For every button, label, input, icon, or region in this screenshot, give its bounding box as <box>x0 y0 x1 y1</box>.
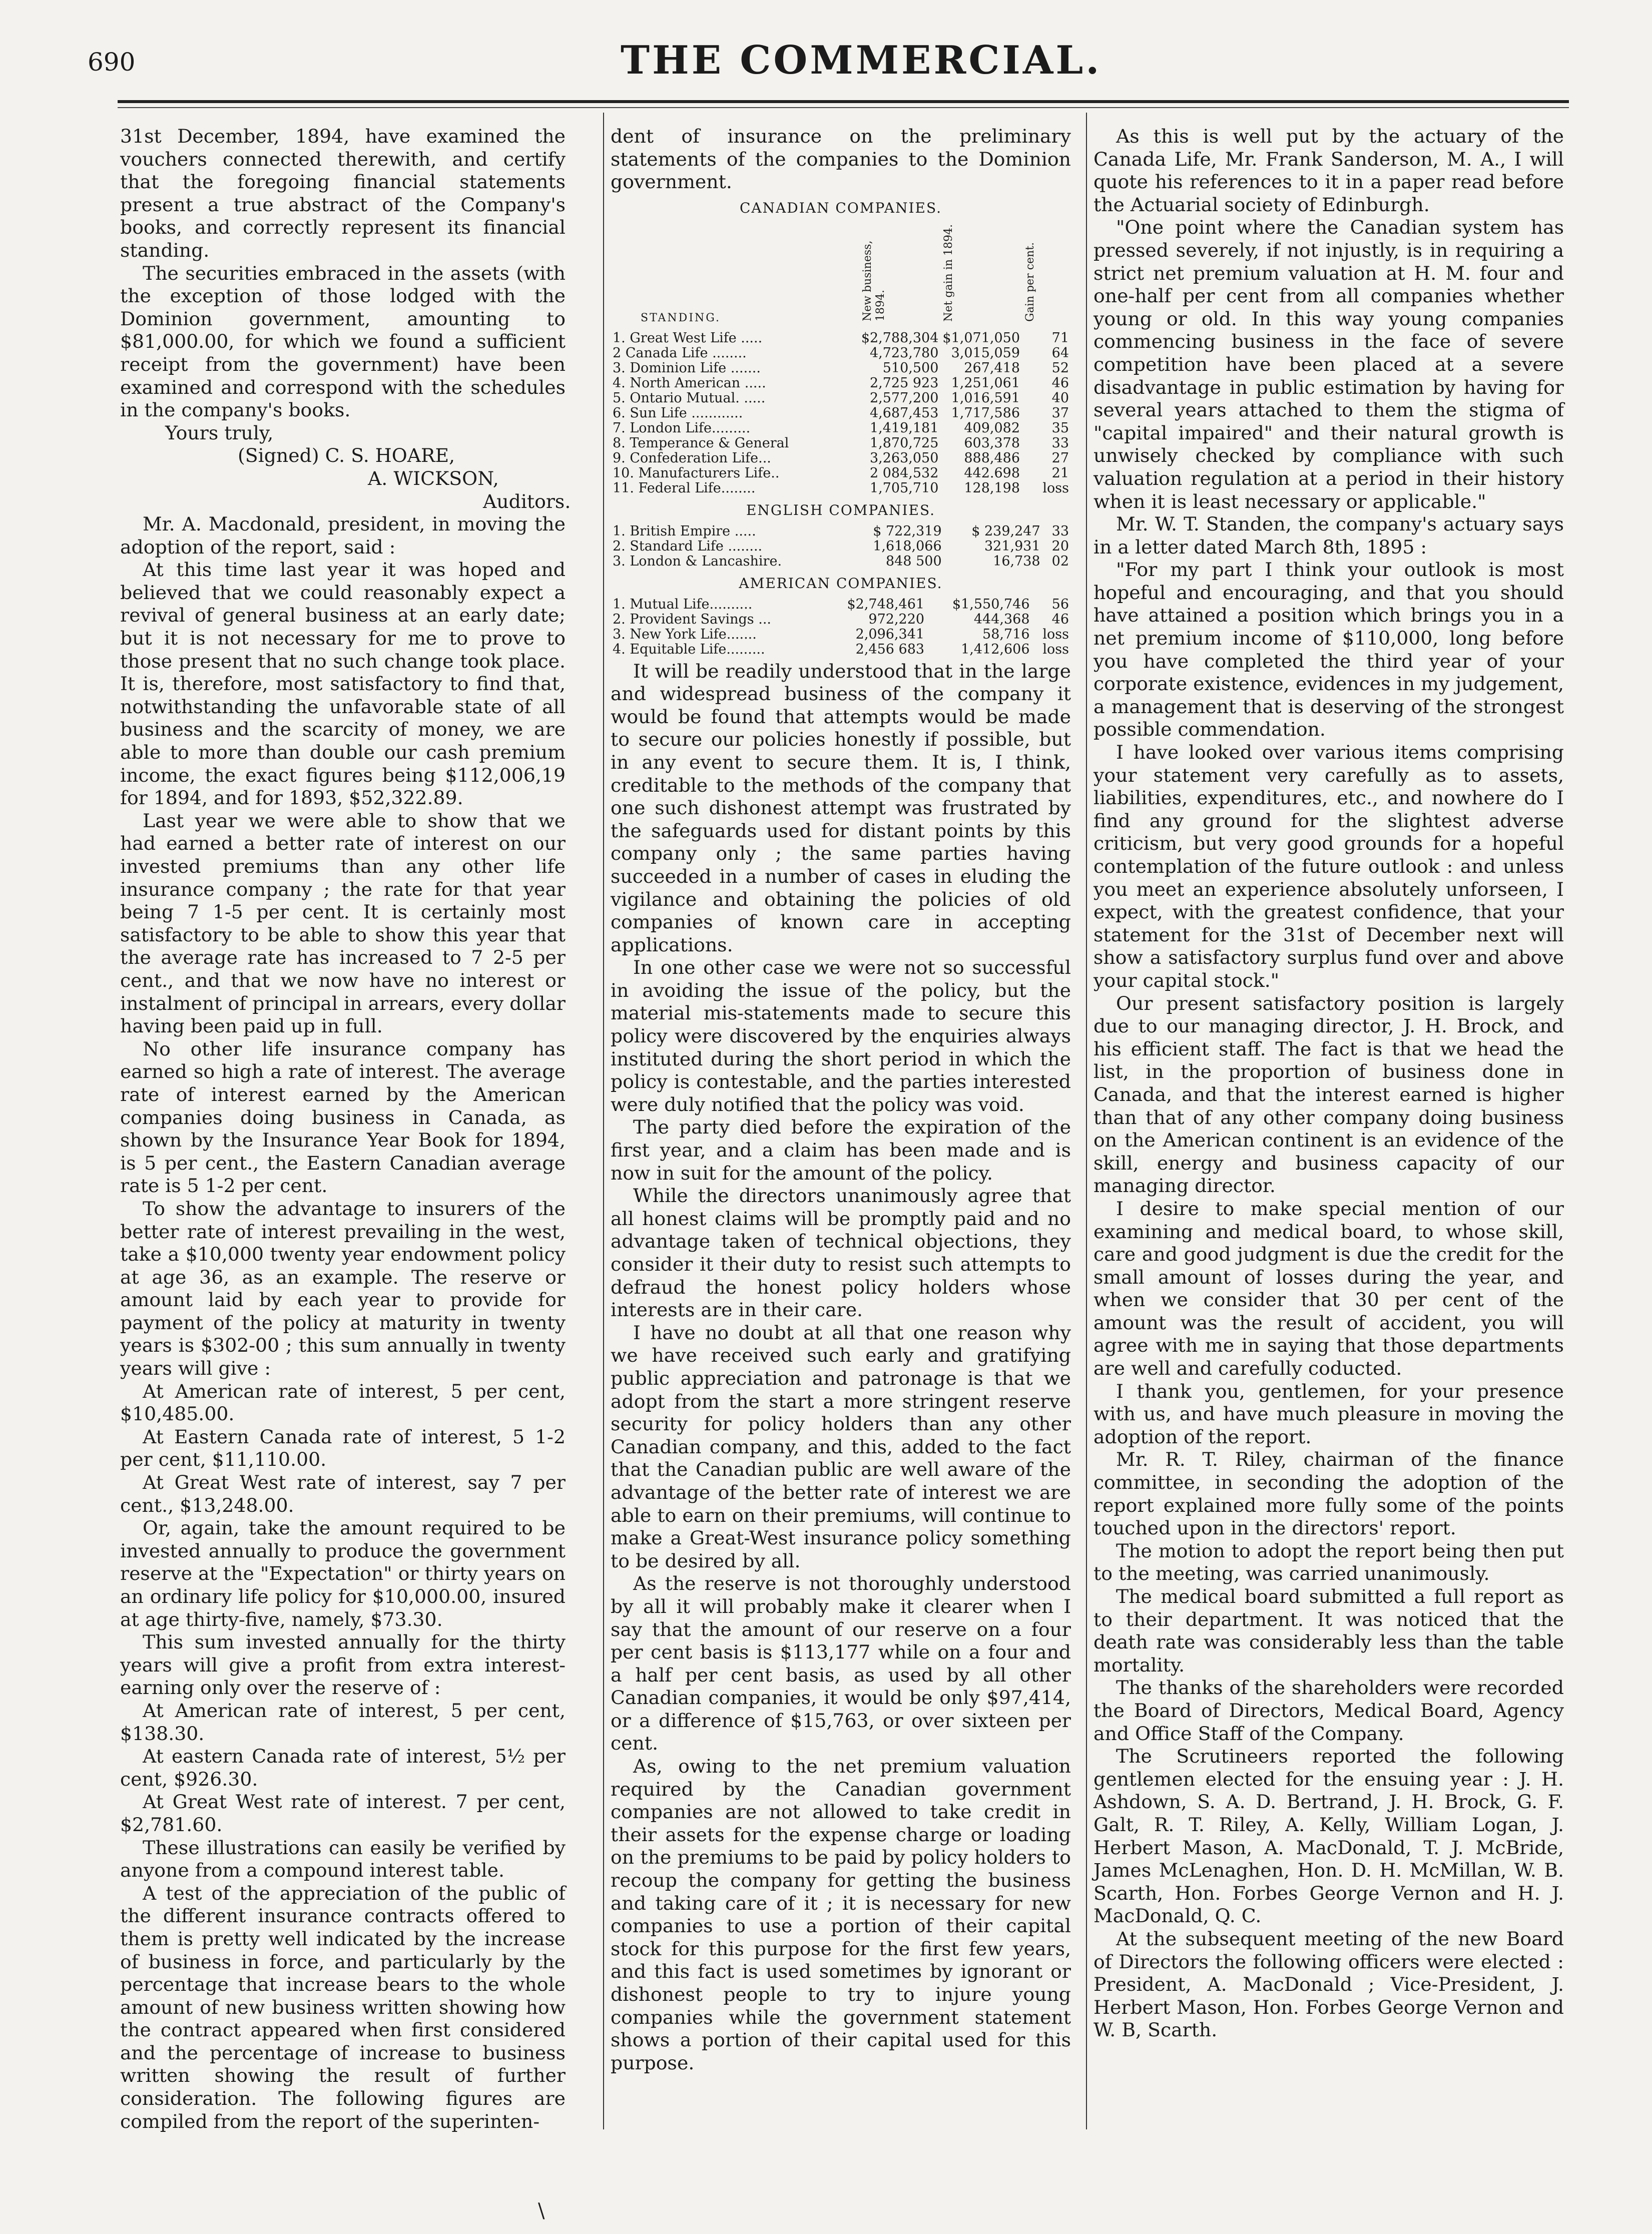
paragraph: To show the advantage to insurers of the better rate of interest prevailing in the west, take a $10,000 twenty year endowment policy at age 36, as an example. The reserve or amount laid by each year to provide for payment of the policy at maturity in twenty years is $302-00 ; this sum annually in twenty years will give : <box>120 1197 566 1380</box>
company-name: 2. Provident Savings ... <box>613 611 771 627</box>
company-name: 3. London & Lancashire. <box>613 553 782 569</box>
gain-percent: 46 <box>1051 375 1069 391</box>
new-business: 1,618,066 <box>873 538 942 554</box>
paragraph: Mr. R. T. Riley, chairman of the finance committee, in seconding the adoption of the report explained more fully some of the points touched upon in the directors' report. <box>1093 1448 1564 1539</box>
company-name: 2 Canada Life ........ <box>613 345 747 361</box>
table-title-canadian: CANADIAN COMPANIES. <box>739 199 942 216</box>
table-row <box>611 406 1071 421</box>
table-row <box>611 391 1071 406</box>
new-business: $2,788,304 <box>861 330 939 346</box>
paragraph: Or, again, take the amount required to be invested annually to produce the government reserve at the "Expectation" or thirty years on an ordinary life policy for $10,000.00, insured at age thirty-five, namely, $73.30. <box>120 1517 566 1630</box>
paragraph: "For my part I think your outlook is most hopeful and encouraging, and that you should have attained a position which brings you in a net premium income of $110,000, long before you have completed the third year of your corporate existence, evidences in my judgement, a management that is deserving of the strongest possible commendation. <box>1093 558 1564 741</box>
net-gain: 16,738 <box>993 553 1040 569</box>
paragraph: At American rate of interest, 5 per cent, $138.30. <box>120 1699 566 1745</box>
gain-percent: loss <box>1042 641 1069 657</box>
company-name: 2. Standard Life ........ <box>613 538 763 554</box>
paragraph: The party died before the expiration of the first year, and a claim has been made and is now in suit for the amount of the policy. <box>611 1116 1071 1184</box>
gain-percent: 40 <box>1051 390 1069 406</box>
paragraph: A test of the appreciation of the public of the different insurance contracts offered to them is pretty well indicated by the increase of business in force, and particularly by the percentage that increase bears to the whole amount of new business written showing how the contract appeared when first considered and the percentage of increase to business written showing the result of further consideration. The following figures are compiled from the report of the superinten- <box>120 1882 566 2132</box>
company-name: 3. Dominion Life ....... <box>613 360 761 376</box>
company-name: 4. North American ..... <box>613 375 766 391</box>
gain-percent: 21 <box>1051 465 1069 481</box>
column-3 <box>1093 125 1564 2042</box>
net-gain: 409,082 <box>964 420 1020 436</box>
net-gain: 1,412,606 <box>961 641 1030 657</box>
new-business: 972,220 <box>868 611 925 627</box>
new-business: 2,577,200 <box>869 390 939 406</box>
paragraph: These illustrations can easily be verified by anyone from a compound interest table. <box>120 1836 566 1882</box>
net-gain: 444,368 <box>973 611 1030 627</box>
column-1 <box>120 125 571 2133</box>
paragraph: At eastern Canada rate of interest, 5½ per cent, $926.30. <box>120 1745 566 1790</box>
net-gain: 1,251,061 <box>951 375 1020 391</box>
company-name: 8. Temperance & General <box>613 435 789 451</box>
paragraph: Last year we were able to show that we had earned a better rate of interest on our invested premiums than any other life insurance company ; the rate for that year being 7 1-5 per cent. It is certainly most satisfactory to be able to show this year that the average rate has increased to 7 2-5 per cent., and that we now have no interest or instalment of principal in arrears, every dollar having been paid up in full. <box>120 809 566 1037</box>
paragraph: At Great West rate of interest, say 7 per cent., $13,248.00. <box>120 1471 566 1516</box>
column-2 <box>611 125 1071 2074</box>
header-standing: STANDING. <box>641 312 721 325</box>
gain-percent: 33 <box>1051 435 1069 451</box>
gain-percent: 71 <box>1051 330 1069 346</box>
new-business: 1,705,710 <box>869 480 939 496</box>
table-row <box>611 627 1071 642</box>
net-gain: 3,015,059 <box>951 345 1020 361</box>
paragraph: As this is well put by the actuary of the Canada Life, Mr. Frank Sanderson, M. A., I will quote his references to it in a paper read before the Actuarial society of Edinburgh. <box>1093 125 1564 216</box>
new-business: $ 722,319 <box>873 523 942 539</box>
american-companies-table <box>611 597 1071 657</box>
signature-line: Yours truly, <box>165 421 274 444</box>
gain-percent: 37 <box>1051 405 1069 421</box>
table-row <box>611 597 1071 612</box>
company-name: 5. Ontario Mutual. ..... <box>613 390 766 406</box>
paragraph: I have no doubt at all that one reason why we have received such early and gratifying public appreciation and patronage is that we adopt from the start a more stringent reserve security for policy holders than any other Canadian company, and this, added to the fact that the Canadian public are well aware of the advantage of the better rate of interest we are able to earn on their premiums, will continue to make a Great-West insurance policy something to be desired by all. <box>611 1321 1071 1572</box>
page-number: 690 <box>88 48 136 77</box>
table-row <box>611 361 1071 376</box>
paragraph: No other life insurance company has earned so high a rate of interest. The average rate of interest earned by the American companies doing business in Canada, as shown by the Insurance Year Book for 1894, is 5 per cent., the Eastern Canadian average rate is 5 1-2 per cent. <box>120 1037 566 1197</box>
paragraph: At this time last year it was hoped and believed that we could reasonably expect a revival of general business at an early date; but it is not necessary for me to prove to those present that no such change took place. It is, therefore, most satisfactory to find that, notwithstanding the unfavorable state of all business and the scarcity of money, we are able to more than double our cash premium income, the exact figures being $112,006,19 for 1894, and for 1893, $52,322.89. <box>120 558 566 809</box>
paragraph: In one other case we were not so successful in avoiding the issue of the policy, but the material mis-statements made to secure this policy were discovered by the enquiries always instituted during the short period in which the policy is contestable, and the parties interested were duly notified that the policy was void. <box>611 956 1071 1115</box>
net-gain: $1,550,746 <box>952 596 1030 612</box>
gain-percent: 35 <box>1051 420 1069 436</box>
header-gain-percent: Gain per cent. <box>1024 242 1036 322</box>
table-row <box>611 376 1071 391</box>
canadian-rows <box>611 331 1071 496</box>
new-business: 2 084,532 <box>869 465 939 481</box>
masthead-title: THE COMMERCIAL. <box>621 38 1102 83</box>
net-gain: 888,486 <box>964 450 1020 466</box>
column-divider-1 <box>603 113 604 2129</box>
english-rows <box>611 524 1071 569</box>
header-rule-thick <box>118 100 1569 103</box>
net-gain: $ 239,247 <box>971 523 1040 539</box>
gain-percent: 02 <box>1051 553 1069 569</box>
net-gain: 58,716 <box>982 626 1030 642</box>
paragraph: I thank you, gentlemen, for your presence with us, and have much pleasure in moving the adoption of the report. <box>1093 1380 1564 1448</box>
new-business: $2,748,461 <box>847 596 925 612</box>
paragraph: The securities embraced in the assets (with the exception of those lodged with the Dominion government, amounting to $81,000.00, for which we found a sufficient receipt from the government) have been examined and correspond with the schedules in the company's books. <box>120 262 566 421</box>
net-gain: 603,378 <box>964 435 1020 451</box>
american-rows <box>611 597 1071 657</box>
table-row <box>611 642 1071 657</box>
new-business: 2,725 923 <box>869 375 939 391</box>
net-gain: 128,198 <box>964 480 1020 496</box>
new-business: 848 500 <box>886 553 942 569</box>
net-gain: 267,418 <box>964 360 1020 376</box>
net-gain: 442.698 <box>964 465 1020 481</box>
stray-mark: \ <box>538 2199 545 2222</box>
table-title-american: AMERICAN COMPANIES. <box>739 575 943 592</box>
paragraph: The Scrutineers reported the following gentlemen elected for the ensuing year : J. H. Ashdown, S. A. D. Bertrand, J. H. Brock, G. F. Galt, R. T. Riley, A. Kelly, William Logan, J. Herbert Mason, A. MacDonald, T. J. McBride, James McLenaghen, Hon. D. H. McMillan, W. B. Scarth, Hon. Forbes George Vernon and H. J. MacDonald, Q. C. <box>1093 1745 1564 1927</box>
english-companies-table <box>611 524 1071 569</box>
gain-percent: 52 <box>1051 360 1069 376</box>
paragraph: It will be readily understood that in the large and widespread business of the company it would be found that attempts would be made to secure our policies honestly if possible, but in any event to secure them. It is, I think, creditable to the methods of the company that one such dishonest attempt was frustrated by the safeguards used for distant points by this company only ; the same parties having succeeded in a number of cases in eluding the vigilance and obtaining the policies of old companies of known care in accepting applications. <box>611 660 1071 956</box>
paragraph: I have looked over various items comprising your statement very carefully as to assets, liabilities, expenditures, etc., and nowhere do I find any ground for the slightest adverse criticism, but very good grounds for a hopeful contemplation of the future outlook : and unless you meet an experience absolutely unforseen, I expect, with the greatest confidence, that your statement for the 31st of December next will show a satisfactory surplus fund over and above your capital stock." <box>1093 741 1564 991</box>
table-row <box>611 524 1071 539</box>
signature-line: A. WICKSON, <box>368 467 499 489</box>
signature-line: Auditors. <box>483 490 571 512</box>
paragraph: At Great West rate of interest. 7 per cent, $2,781.60. <box>120 1791 566 1836</box>
gain-percent: 20 <box>1051 538 1069 554</box>
table-row <box>611 436 1071 451</box>
company-name: 3. New York Life....... <box>613 626 757 642</box>
paragraph: The medical board submitted a full report as to their department. It was noticed that the death rate was considerably less than the table mortality. <box>1093 1585 1564 1676</box>
paragraph: At American rate of interest, 5 per cent, $10,485.00. <box>120 1380 566 1425</box>
table-row <box>611 331 1071 346</box>
company-name: 1. Mutual Life.......... <box>613 596 753 612</box>
header-net-gain: Net gain in 1894. <box>942 224 955 322</box>
table-row <box>611 466 1071 481</box>
net-gain: 1,717,586 <box>951 405 1020 421</box>
new-business: 2,456 683 <box>855 641 925 657</box>
company-name: 6. Sun Life ............ <box>613 405 743 421</box>
gain-percent: 56 <box>1051 596 1069 612</box>
paragraph: "One point where the Canadian system has pressed severely, if not injustly, is in requiring a strict net premium valuation at H. M. four and one-half per cent from all companies whether young or old. In this way young companies commencing business in the face of severe competition have been placed at a severe disadvantage in public estimation by having for several years attached to them the stigma of "capital impaired" and their natural growth is unwisely checked by compliance with such valuation regulation at a period in their history when it is least necessary or applicable." <box>1093 216 1564 512</box>
paragraph: The motion to adopt the report being then put to the meeting, was carried unanimously. <box>1093 1539 1564 1585</box>
table-row <box>611 612 1071 627</box>
company-name: 10. Manufacturers Life.. <box>613 465 780 481</box>
gain-percent: loss <box>1042 480 1069 496</box>
paragraph: Mr. W. T. Standen, the company's actuary says in a letter dated March 8th, 1895 : <box>1093 513 1564 558</box>
table-row <box>611 539 1071 554</box>
header-rule-thin <box>118 107 1569 108</box>
net-gain: 1,016,591 <box>951 390 1020 406</box>
column-divider-2 <box>1086 113 1087 2129</box>
net-gain: $1,071,050 <box>942 330 1020 346</box>
net-gain: 321,931 <box>984 538 1040 554</box>
table-title-english: ENGLISH COMPANIES. <box>746 502 936 519</box>
paragraph: This sum invested annually for the thirty years will give a profit from extra interest-earning only over the reserve of : <box>120 1631 566 1699</box>
paragraph: dent of insurance on the preliminary statements of the companies to the Dominion government. <box>611 125 1071 193</box>
paragraph: At the subsequent meeting of the new Board of Directors the following officers were elected : President, A. MacDonald ; Vice-President, J. Herbert Mason, Hon. Forbes George Vernon and W. B, Scarth. <box>1093 1927 1564 2041</box>
table-row <box>611 451 1071 466</box>
paragraph: Mr. A. Macdonald, president, in moving the adoption of the report, said : <box>120 513 566 558</box>
paragraph: While the directors unanimously agree that all honest claims will be promptly paid and no advantage taken of technical objections, they consider it their duty to resist such attempts to defraud the honest policy holders whose interests are in their care. <box>611 1185 1071 1321</box>
paragraph: As the reserve is not thoroughly understood by all it will probably make it clearer when I say that the amount of our reserve on a four per cent basis is $113,177 while on a four and a half per cent basis, as used by all other Canadian companies, it would be only $97,414, or a difference of $15,763, or over sixteen per cent. <box>611 1572 1071 1755</box>
paragraph: Our present satisfactory position is largely due to our managing director, J. H. Brock, and his efficient staff. The fact is that we head the list, in the proportion of business done in Canada, and that the interest earned is higher than that of any other company doing business on the American continent is an evidence of the skill, energy and business capacity of our managing director. <box>1093 992 1564 1197</box>
table-row <box>611 481 1071 496</box>
header-new-business: New business, 1894. <box>861 240 887 322</box>
table-row <box>611 421 1071 436</box>
company-name: 11. Federal Life........ <box>613 480 756 496</box>
paragraph: At Eastern Canada rate of interest, 5 1-2 per cent, $11,110.00. <box>120 1425 566 1471</box>
company-name: 9. Confederation Life... <box>613 450 771 466</box>
company-name: 7. London Life......... <box>613 420 751 436</box>
signature-line: (Signed) C. S. HOARE, <box>238 444 455 467</box>
paragraph: As, owing to the net premium valuation required by the Canadian government companies are not allowed to take credit in their assets for the expense charge or loading on the premiums to be paid by policy holders to recoup the company for getting the business and taking care of it ; it is necessary for new companies to use a portion of their capital stock for this purpose for the first few years, and this fact is used sometimes by ignorant or dishonest people to try to injure young companies while the government statement shows a portion of their capital used for this purpose. <box>611 1755 1071 2074</box>
new-business: 2,096,341 <box>855 626 925 642</box>
paragraph: The thanks of the shareholders were recorded the Board of Directors, Medical Board, Agency and Office Staff of the Company. <box>1093 1677 1564 1745</box>
new-business: 1,870,725 <box>869 435 939 451</box>
gain-percent: loss <box>1042 626 1069 642</box>
new-business: 510,500 <box>882 360 939 376</box>
new-business: 1,419,181 <box>869 420 939 436</box>
company-name: 4. Equitable Life......... <box>613 641 765 657</box>
paragraph: I desire to make special mention of our examining and medical board, to whose skill, care and good judgment is due the credit for the small amount of losses during the year, and when we consider that 30 per cent of the amount was the result of accident, you will agree with me in saying that those departments are well and carefully coducted. <box>1093 1197 1564 1380</box>
gain-percent: 46 <box>1051 611 1069 627</box>
gain-percent: 33 <box>1051 523 1069 539</box>
table-row <box>611 554 1071 569</box>
company-name: 1. Great West Life ..... <box>613 330 763 346</box>
new-business: 3,263,050 <box>869 450 939 466</box>
gain-percent: 27 <box>1051 450 1069 466</box>
paragraph: 31st December, 1894, have examined the vouchers connected therewith, and certify that the foregoing financial statements present a true abstract of the Company's books, and correctly represent its financial standing. <box>120 125 566 261</box>
new-business: 4,723,780 <box>869 345 939 361</box>
gain-percent: 64 <box>1051 345 1069 361</box>
new-business: 4,687,453 <box>869 405 939 421</box>
canadian-companies-table <box>611 221 1071 496</box>
company-name: 1. British Empire ..... <box>613 523 756 539</box>
table-row <box>611 346 1071 361</box>
